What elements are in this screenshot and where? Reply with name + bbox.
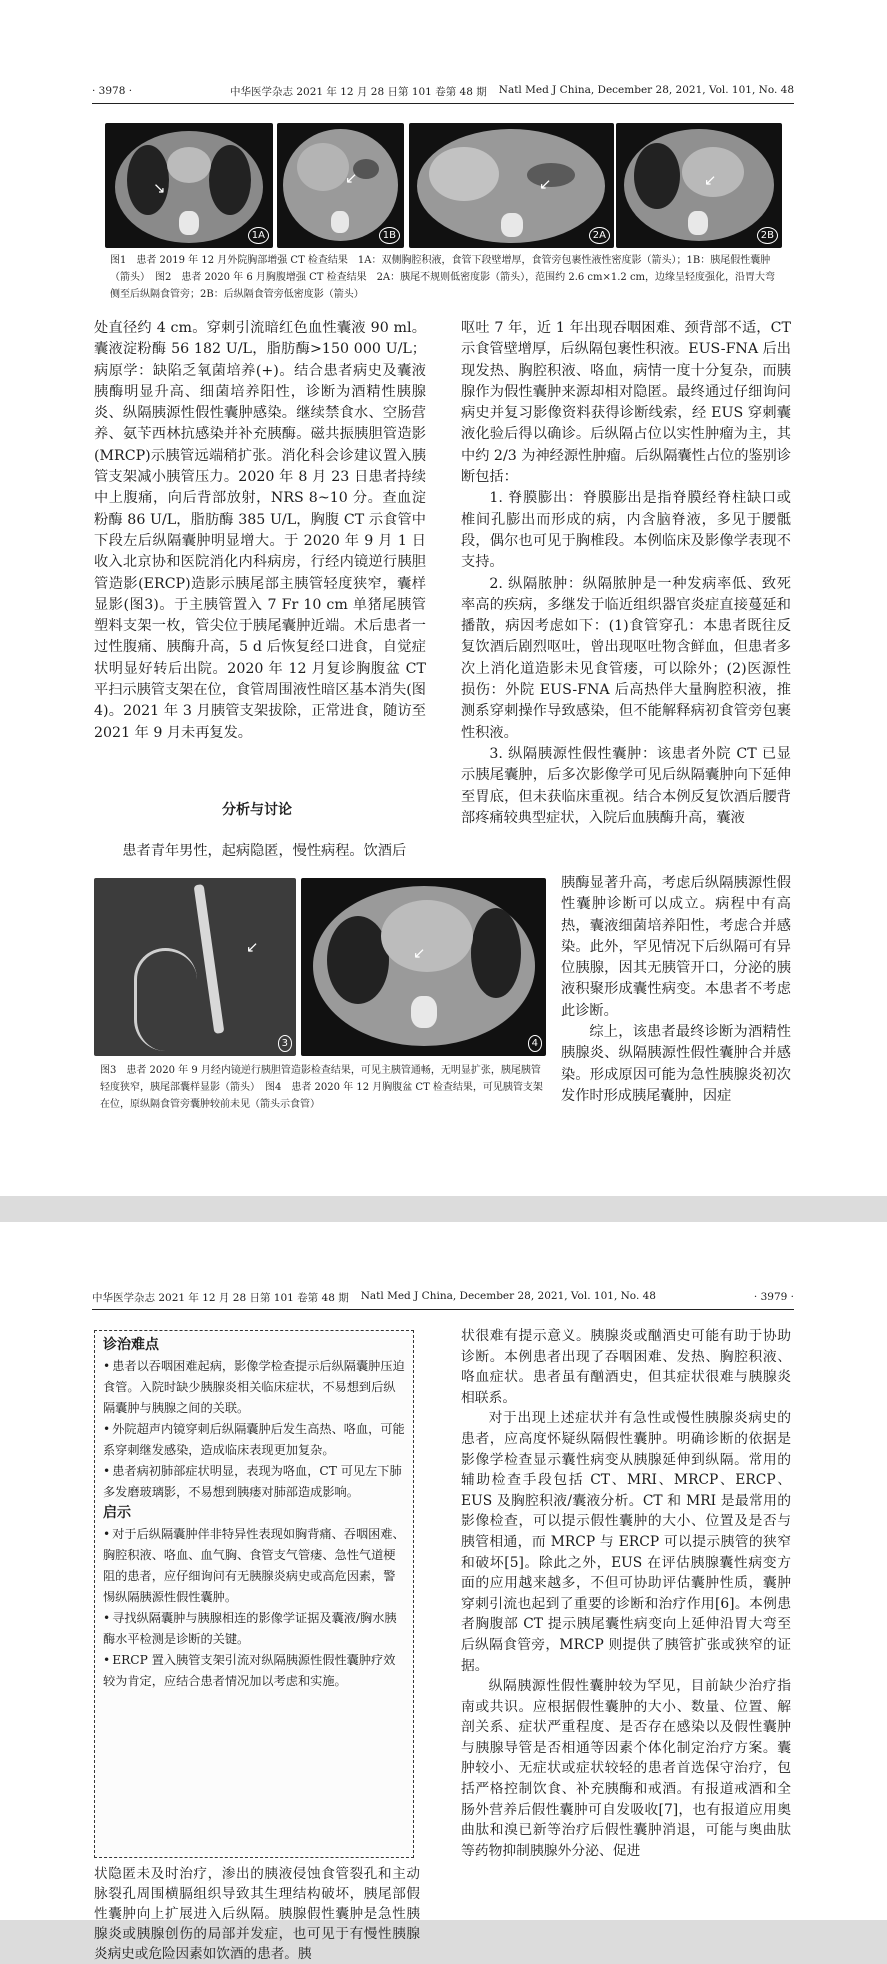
figure-label-4: 4 bbox=[528, 1035, 542, 1052]
page-header bbox=[92, 82, 794, 104]
journal-title-cn: 中华医学杂志 2021 年 12 月 28 日第 101 卷第 48 期 bbox=[230, 85, 487, 98]
insights-title: 启示 bbox=[103, 1505, 131, 1521]
left-column-text bbox=[94, 1864, 420, 1964]
journal-page-3979 bbox=[0, 1222, 887, 1962]
discussion-start bbox=[94, 841, 426, 862]
journal-title-cn: 中华医学杂志 2021 年 12 月 28 日第 101 卷第 48 期 bbox=[92, 1291, 349, 1304]
ct-image-4: ↙ 4 bbox=[301, 878, 546, 1056]
figure-label-3: 3 bbox=[278, 1035, 292, 1052]
right-column-tail bbox=[561, 873, 791, 1107]
ct-image-2a: ↙ 2A bbox=[409, 123, 614, 248]
difficulties-list bbox=[103, 1356, 405, 1503]
ct-image-1a: ↘ 1A bbox=[105, 123, 273, 248]
difficulty-item: • 外院超声内镜穿刺后纵隔囊肿后发生高热、咯血，可能系穿刺继发感染，造成临床表现更加复杂。 bbox=[103, 1419, 405, 1461]
discussion-paragraph: 患者青年男性，起病隐匿，慢性病程。饮酒后 bbox=[122, 843, 407, 859]
figure-label-2a: 2A bbox=[589, 227, 610, 244]
section-title: 分析与讨论 bbox=[222, 802, 292, 818]
page-number: · 3978 · bbox=[92, 85, 133, 97]
difficulties-title: 诊治难点 bbox=[103, 1337, 159, 1353]
ercp-image-3: ↙ 3 bbox=[94, 878, 296, 1056]
figure-label-2b: 2B bbox=[757, 227, 778, 244]
figure-1-2-caption: 图1 患者 2019 年 12 月外院胸部增强 CT 检查结果 1A：双侧胸腔积液，食管下段壁增厚，食管旁包裹性液性密度影（箭头）；1B：胰尾假性囊肿（箭头） 图2 患者 2020 年 6 月胸腹增强 CT 检查结果 2A：胰尾不规则低密度影（箭头），范围约 2.6 cm×1.2 cm，边缘呈轻度强化，沿胃大弯侧至后纵隔食管旁；2B：后纵隔食管旁低密度影（箭头） bbox=[110, 255, 776, 300]
right-paragraph-5: 综上，该患者最终诊断为酒精性胰腺炎、纵隔胰源性假性囊肿合并感染。形成原因可能为急性胰腺炎初次发作时形成胰尾囊肿，因症 bbox=[561, 1024, 791, 1104]
ct-image-2b: ↙ 2B bbox=[616, 123, 782, 248]
insight-item: • 对于后纵隔囊肿伴非特异性表现如胸背痛、吞咽困难、胸腔积液、咯血、血气胸、食管支气管瘘、急性气道梗阻的患者，应仔细询问有无胰腺炎病史或高危因素，警惕纵隔胰源性假性囊肿。 bbox=[103, 1524, 405, 1608]
insight-item: • 寻找纵隔囊肿与胰腺相连的影像学证据及囊液/胸水胰酶水平检测是诊断的关键。 bbox=[103, 1608, 405, 1650]
left-column-text bbox=[94, 318, 426, 744]
difficulty-item: • 患者以吞咽困难起病，影像学检查提示后纵隔囊肿压迫食管。入院时缺少胰腺炎相关临床症状，不易想到后纵隔囊肿与胰腺之间的关联。 bbox=[103, 1356, 405, 1419]
right-paragraph-2: 对于出现上述症状并有急性或慢性胰腺炎病史的患者，应高度怀疑纵隔假性囊肿。明确诊断的依据是影像学检查显示囊性病变从胰腺延伸到纵隔。常用的辅助检查手段包括 CT、MRI、MRCP、ERCP、EUS 及胸腔积液/囊液分析。CT 和 MRI 是最常用的影像检查，可以提示假性囊肿的大小、位置及是否与胰管相通，而 MRCP 与 ERCP 可以提示胰管的狭窄和破坏[5]。除此之外，EUS 在评估胰腺囊性病变方面的应用越来越多，不但可协助评估囊肿性质，囊肿穿刺引流也起到了重要的诊断和治疗作用[6]。本例患者胸腹部 CT 提示胰尾囊性病变向上延伸沿胃大弯至后纵隔食管旁，MRCP 则提供了胰管扩张或狭窄的证据。 bbox=[461, 1410, 791, 1674]
page-number: · 3979 · bbox=[753, 1291, 794, 1303]
right-paragraph-1: 呕吐 7 年，近 1 年出现吞咽困难、颈背部不适，CT 示食管壁增厚，后纵隔包裹性积液。EUS-FNA 后出现发热、胸腔积液、咯血，病情一度十分复杂，而胰腺作为假性囊肿来源却相对隐匿。最终通过仔细询问病史并复习影像资料获得诊断线索，经 EUS 穿刺囊液化验后得以确诊。后纵隔占位以实性肿瘤为主，其中约 2/3 为神经源性肿瘤。后纵隔囊性占位的鉴别诊断包括： bbox=[461, 320, 791, 486]
insight-item: • ERCP 置入胰管支架引流对纵隔胰源性假性囊肿疗效较为肯定，应结合患者情况加以考虑和实施。 bbox=[103, 1650, 405, 1692]
figure-3-4-caption: 图3 患者 2020 年 9 月经内镜逆行胰胆管造影检查结果，可见主胰管通畅，无明显扩张，胰尾胰管轻度狭窄，胰尾部囊样显影（箭头） 图4 患者 2020 年 12 月胸腹盆 CT 检查结果，可见胰管支架在位，原纵隔食管旁囊肿较前未见（箭头示食管） bbox=[100, 1065, 543, 1110]
right-column-text bbox=[461, 318, 791, 829]
journal-title-en: Natl Med J China, December 28, 2021, Vol. 101, No. 48 bbox=[360, 1289, 656, 1302]
right-paragraph-3: 2. 纵隔脓肿：纵隔脓肿是一种发病率低、致死率高的疾病，多继发于临近组织器官炎症直接蔓延和播散，病因考虑如下：(1)食管穿孔：本患者既往反复饮酒后剧烈呕吐，曾出现呕吐物含鲜血，但患者多次上消化道造影未见食管瘘，可以除外；(2)医源性损伤：外院 EUS-FNA 后高热伴大量胸腔积液，推测系穿刺操作导致感染，但不能解释病初食管旁包裹性积液。 bbox=[461, 575, 791, 741]
right-paragraph-3: 纵隔胰源性假性囊肿较为罕见，目前缺少治疗指南或共识。应根据假性囊肿的大小、数量、位置、解剖关系、症状严重程度、是否存在感染以及假性囊肿与胰腺导管是否相通等因素个体化制定治疗方案。囊肿较小、无症状或症状较轻的患者首选保守治疗，包括严格控制饮食、补充胰酶和戒酒。有报道戒酒和全肠外营养后假性囊肿可自发吸收[7]，也有报道应用奥曲肽和溴已新等治疗后假性囊肿消退，可能与奥曲肽等药物抑制胰腺外分泌、促进 bbox=[461, 1678, 791, 1859]
case-paragraph: 处直径约 4 cm。穿刺引流暗红色血性囊液 90 ml。囊液淀粉酶 56 182 U/L，脂肪酶>150 000 U/L；病原学：缺陷乏氧菌培养(+)。结合患者病史及囊液胰酶明显升高、细菌培养阳性，诊断为酒精性胰腺炎、纵隔胰源性假性囊肿感染。继续禁食水、空肠营养、氨苄西林抗感染并补充胰酶。磁共振胰胆管造影(MRCP)示胰管远端稍扩张。消化科会诊建议置入胰管支架减小胰管压力。2020 年 8 月 23 日患者持续中上腹痛，向后背部放射，NRS 8~10 分。查血淀粉酶 86 U/L，脂肪酶 385 U/L，胸腹 CT 示食管中下段左后纵隔囊肿明显增大。于 2020 年 9 月 1 日收入北京协和医院消化内科病房，行经内镜逆行胰胆管造影(ERCP)造影示胰尾部主胰管轻度狭窄，囊样显影(图3)。于主胰管置入 7 Fr 10 cm 单猪尾胰管塑料支架一枚，管尖位于胰尾囊肿近端。术后患者一过性腹痛、胰酶升高，5 d 后恢复经口进食，自觉症状明显好转后出院。2020 年 12 月复诊胸腹盆 CT 平扫示胰管支架在位，食管周围液性暗区基本消失(图4)。2021 年 3 月胰管支架拔除，正常进食，随访至 2021 年 9 月未再复发。 bbox=[94, 320, 426, 741]
page-header bbox=[92, 1288, 794, 1310]
ct-image-1b: ↙ 1B bbox=[277, 123, 404, 248]
figure-label-1a: 1A bbox=[248, 227, 269, 244]
right-paragraph-1: 状很难有提示意义。胰腺炎或酗酒史可能有助于协助诊断。本例患者出现了吞咽困难、发热、胸腔积液、咯血症状。患者虽有酗酒史，但其症状很难与胰腺炎相联系。 bbox=[461, 1328, 791, 1406]
right-column-text bbox=[461, 1326, 791, 1861]
left-bottom-paragraph: 状隐匿未及时治疗，渗出的胰液侵蚀食管裂孔和主动脉裂孔周围横膈组织导致其生理结构破坏，胰尾部假性囊肿向上扩展进入后纵隔。胰腺假性囊肿是急性胰腺炎或胰腺创伤的局部并发症，也可见于有慢性胰腺炎病史或危险因素如饮酒的患者。胰 bbox=[94, 1866, 420, 1962]
right-paragraph-4: 3. 纵隔胰源性假性囊肿：该患者外院 CT 已显示胰尾囊肿，后多次影像学可见后纵隔囊肿向下延伸至胃底，但未获临床重视。结合本例反复饮酒后腰背部疼痛较典型症状，入院后血胰酶升高，囊液 bbox=[461, 745, 791, 826]
key-points-box bbox=[94, 1330, 414, 1858]
right-paragraph-4-cont: 胰酶显著升高，考虑后纵隔胰源性假性囊肿诊断可以成立。病程中有高热，囊液细菌培养阳性，考虑合并感染。此外，罕见情况下后纵隔可有异位胰腺，因其无胰管开口，分泌的胰液积聚形成囊性病变。本患者不考虑此诊断。 bbox=[561, 875, 791, 1019]
figure-label-1b: 1B bbox=[379, 227, 400, 244]
right-paragraph-2: 1. 脊膜膨出：脊膜膨出是指脊膜经脊柱缺口或椎间孔膨出而形成的病，内含脑脊液，多见于腰骶段，偶尔也可见于胸椎段。本例临床及影像学表现不支持。 bbox=[461, 490, 791, 571]
difficulty-item: • 患者病初肺部症状明显，表现为咯血，CT 可见左下肺多发磨玻璃影，不易想到胰瘘对肺部造成影响。 bbox=[103, 1461, 405, 1503]
journal-title-en: Natl Med J China, December 28, 2021, Vol. 101, No. 48 bbox=[498, 83, 794, 96]
insights-list bbox=[103, 1524, 405, 1692]
